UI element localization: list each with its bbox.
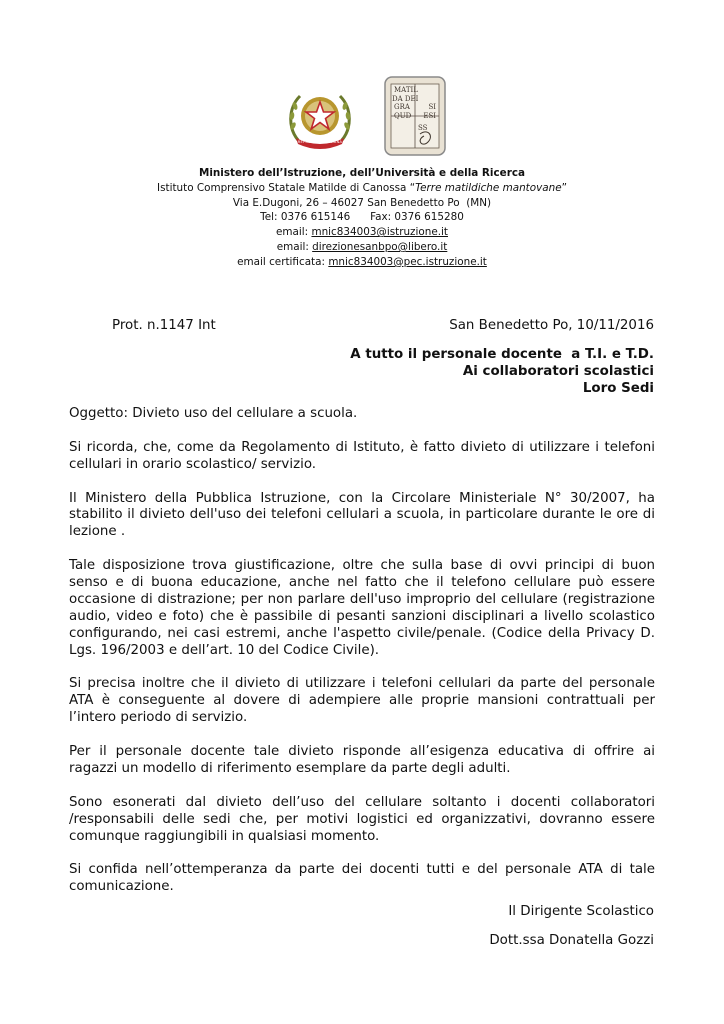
email-line-2 xyxy=(0,240,724,255)
seal-line: SI xyxy=(428,103,436,111)
institute-motto: Terre matildiche mantovane xyxy=(415,181,562,194)
body-paragraph: Si confida nell’ottemperanza da parte dei docenti tutti e del personale ATA di tale comunicazione. xyxy=(69,862,655,895)
seal-lettering xyxy=(390,86,440,133)
body-paragraph: Si ricorda, che, come da Regolamento di Istituto, è fatto divieto di utilizzare i telefoni cellulari in orario scolastico/ servizio. xyxy=(69,439,655,472)
pec-line xyxy=(0,255,724,270)
seal-line: MATIL xyxy=(394,86,418,94)
seal-line: GRA xyxy=(394,103,410,111)
seal-line: SS xyxy=(418,124,428,132)
email-line-1 xyxy=(0,225,724,240)
email-link-2[interactable]: direzionesanbpo@libero.it xyxy=(312,240,448,253)
letter-body xyxy=(69,406,655,913)
seal-line: ESI xyxy=(423,111,436,120)
signature-role: Il Dirigente Scolastico xyxy=(508,904,654,919)
emblem-caption: REPUBBLICA ITALIANA xyxy=(297,140,343,144)
email-label: email: xyxy=(276,240,313,253)
institute-name-prefix: Istituto Comprensivo Statale Matilde di Canossa “ xyxy=(157,181,416,194)
recipients xyxy=(350,346,654,397)
letterhead xyxy=(0,166,724,270)
email-label: email: xyxy=(275,226,312,239)
seal-line: DA DEI xyxy=(392,94,419,103)
body-paragraph: Sono esonerati dal divieto dell’uso del cellulare soltanto i docenti collaboratori /responsabili delle sedi che, per motivi logistici ed organizzativi, dovranno essere comunque raggiungibili in qualsiasi momento. xyxy=(69,794,655,844)
signature-name: Dott.ssa Donatella Gozzi xyxy=(489,933,654,948)
recipient-line: A tutto il personale docente a T.I. e T.D. xyxy=(350,347,654,362)
recipient-line: Ai collaboratori scolastici xyxy=(462,364,654,379)
protocol-number: Prot. n.1147 Int xyxy=(112,318,216,333)
seal-line: QUD xyxy=(394,111,412,120)
institute-name-suffix: ” xyxy=(561,181,567,194)
logos xyxy=(0,76,724,162)
signature-block xyxy=(489,903,654,961)
recipient-line: Loro Sedi xyxy=(582,381,654,396)
body-paragraph: Il Ministero della Pubblica Istruzione, con la Circolare Ministeriale N° 30/2007, ha stabilito il divieto dell'uso dei telefoni cellulari a scuola, in particolare durante le ore di lezione . xyxy=(69,490,655,540)
body-paragraph: Tale disposizione trova giustificazione, oltre che sulla base di ovvi principi di buon senso e di buona educazione, anche nel fatto che il telefono cellulare può essere occasione di distrazione; per non parlare dell'uso improprio del cellulare (registrazione audio, video e foto) che è passibile di pesanti sanzioni disciplinari a livello scolastico configurando, nei casi estremi, anche l'aspetto civile/penale. (Codice della Privacy D. Lgs. 196/2003 e dell’art. 10 del Codice Civile). xyxy=(69,558,655,658)
email-link-1[interactable]: mnic834003@istruzione.it xyxy=(311,226,448,239)
place-date: San Benedetto Po, 10/11/2016 xyxy=(449,318,654,333)
pec-link[interactable]: mnic834003@pec.istruzione.it xyxy=(328,255,487,268)
phone-fax: Tel: 0376 615146 Fax: 0376 615280 xyxy=(260,211,464,224)
body-paragraph: Si precisa inoltre che il divieto di utilizzare i telefoni cellulari da parte del personale ATA è conseguente al dovere di adempiere alle proprie mansioni contrattuali per l’intero periodo di servizio. xyxy=(69,676,655,726)
ministry-name: Ministero dell’Istruzione, dell’Università e della Ricerca xyxy=(199,167,525,179)
subject-line: Oggetto: Divieto uso del cellulare a scuola. xyxy=(69,406,358,421)
pec-label: email certificata: xyxy=(237,255,329,268)
body-paragraph: Per il personale docente tale divieto risponde all’esigenza educativa di offrire ai ragazzi un modello di riferimento esemplare da parte degli adulti. xyxy=(69,744,655,776)
institute-name xyxy=(0,181,724,196)
institute-address: Via E.Dugoni, 26 – 46027 San Benedetto Po (MN) xyxy=(232,196,492,209)
protocol-line xyxy=(112,318,654,336)
